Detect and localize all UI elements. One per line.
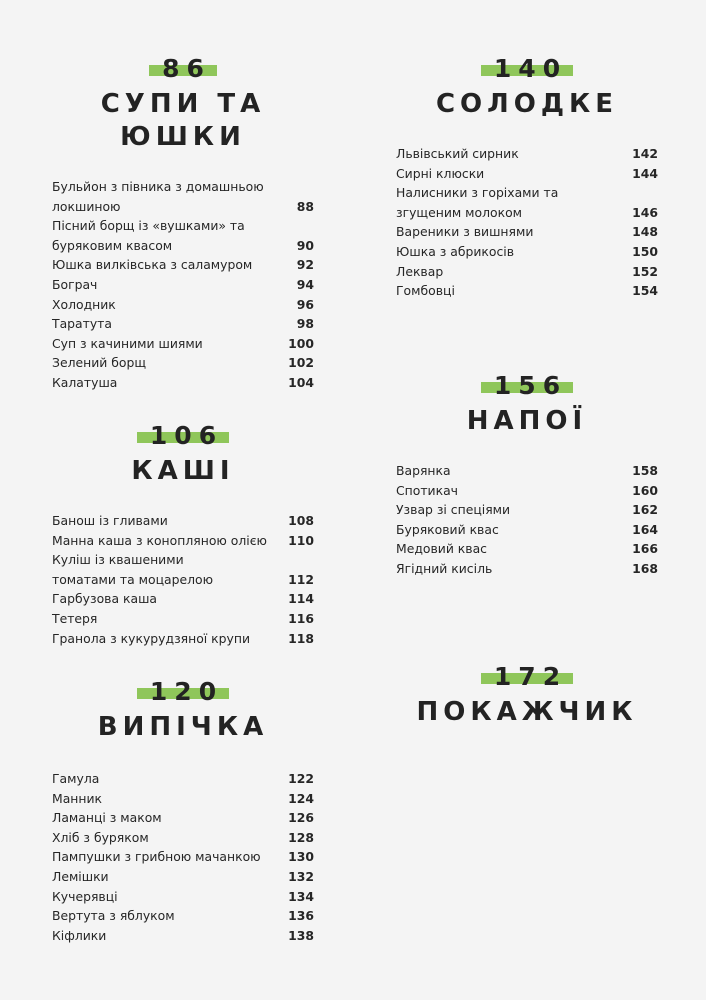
toc-entry[interactable]: Манник 124: [52, 790, 314, 806]
toc-entry[interactable]: Ламанці з маком 126: [52, 810, 314, 826]
toc-entry[interactable]: Тетеря 116: [52, 610, 314, 626]
toc-entry[interactable]: Куліш із квашеними томатами та моцарелою 112: [52, 552, 314, 587]
section-header[interactable]: [396, 664, 658, 729]
toc-entry[interactable]: Юшка вилківська з саламуром 92: [52, 257, 314, 273]
section-porridges: [52, 423, 314, 648]
toc-entry[interactable]: Бограч 94: [52, 276, 314, 292]
toc-entry[interactable]: Гомбовці 154: [396, 283, 658, 299]
toc-entry[interactable]: Пісний борщ із «вушками» та буряковим квасом 90: [52, 218, 314, 253]
toc-entry[interactable]: Вареники з вишнями 148: [396, 224, 658, 240]
toc-entry[interactable]: Львівський сирник 142: [396, 146, 658, 161]
toc-entry[interactable]: Гамула 122: [52, 771, 314, 786]
toc-entry[interactable]: Юшка з абрикосів 150: [396, 243, 658, 259]
toc-entry[interactable]: Холодник 96: [52, 296, 314, 312]
toc-entry[interactable]: Варянка 158: [396, 463, 658, 478]
toc-entry[interactable]: Медовий квас 166: [396, 541, 658, 557]
toc-entry[interactable]: Спотикач 160: [396, 482, 658, 498]
section-page-number: 106: [143, 423, 223, 449]
section-title: КАШІ: [131, 456, 235, 486]
section-header: [52, 423, 314, 488]
section-page-number: 86: [155, 56, 211, 82]
recipe-list: [52, 177, 314, 393]
recipe-list: [396, 144, 658, 301]
section-page-number: 156: [487, 373, 567, 399]
toc-entry[interactable]: Банош із гливами 108: [52, 513, 314, 528]
toc-entry[interactable]: Вертута з яблуком 136: [52, 908, 314, 924]
toc-entry[interactable]: Таратута 98: [52, 316, 314, 332]
toc-entry[interactable]: Зелений борщ 102: [52, 355, 314, 371]
section-page-number: 140: [487, 56, 567, 82]
toc-entry[interactable]: Пампушки з грибною мачанкою 130: [52, 849, 314, 865]
toc-entry[interactable]: Сирні клюски 144: [396, 165, 658, 181]
section-title: ПОКАЖЧИК: [416, 697, 638, 727]
toc-entry[interactable]: Кучерявці 134: [52, 888, 314, 904]
toc-entry[interactable]: Ягідний кисіль 168: [396, 560, 658, 576]
section-soups: [52, 56, 314, 393]
section-header: [52, 679, 314, 744]
recipe-list: [52, 511, 314, 648]
section-header: [396, 373, 658, 438]
section-pastry: [52, 679, 314, 945]
section-sweets: [396, 56, 658, 301]
section-page-number: 120: [143, 679, 223, 705]
section-header: [396, 56, 658, 121]
toc-entry[interactable]: Леквар 152: [396, 263, 658, 279]
section-index: [396, 664, 658, 729]
section-title: СУПИ ТА ЮШКИ: [100, 89, 266, 152]
section-page-number: 172: [487, 664, 567, 690]
section-header: [52, 56, 314, 154]
toc-entry[interactable]: Калатуша 104: [52, 374, 314, 390]
recipe-list: [396, 461, 658, 579]
toc-entry[interactable]: Гранола з кукурудзяної крупи 118: [52, 630, 314, 646]
toc-entry[interactable]: Бульйон з півника з домашньою локшиною 88: [52, 179, 314, 214]
toc-entry[interactable]: Кіфлики 138: [52, 927, 314, 943]
section-title: СОЛОДКЕ: [435, 89, 619, 119]
section-title: ВИПІЧКА: [97, 712, 269, 742]
recipe-list: [52, 769, 314, 945]
toc-entry[interactable]: Узвар зі спеціями 162: [396, 502, 658, 518]
toc-entry[interactable]: Налисники з горіхами та згущеним молоком 146: [396, 185, 658, 220]
section-title: НАПОЇ: [466, 406, 588, 436]
toc-entry[interactable]: Суп з качиними шиями 100: [52, 335, 314, 351]
toc-entry[interactable]: Лемішки 132: [52, 868, 314, 884]
section-drinks: [396, 373, 658, 579]
toc-entry[interactable]: Гарбузова каша 114: [52, 591, 314, 607]
toc-entry[interactable]: Манна каша з конопляною олією 110: [52, 532, 314, 548]
toc-entry[interactable]: Буряковий квас 164: [396, 521, 658, 537]
toc-entry[interactable]: Хліб з буряком 128: [52, 829, 314, 845]
